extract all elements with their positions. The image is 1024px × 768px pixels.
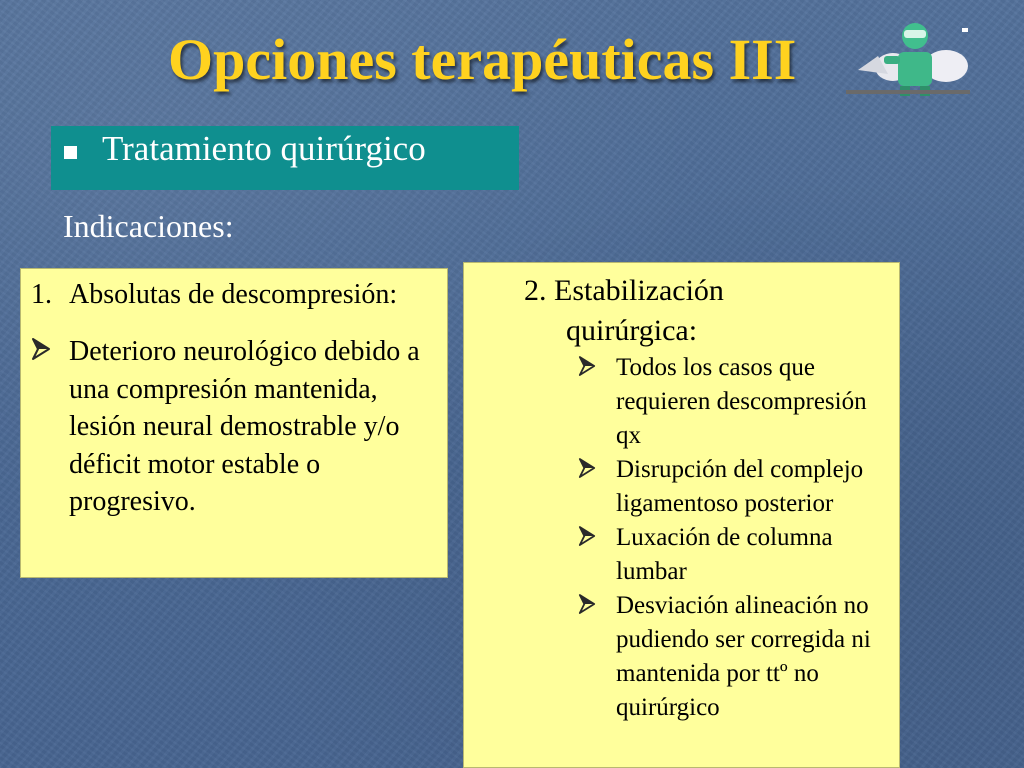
surgeon-clipart bbox=[838, 12, 978, 102]
list-item-text: Disrupción del complejo ligamentoso posterior bbox=[616, 456, 864, 517]
list-item-text: Luxación de columna lumbar bbox=[616, 524, 833, 585]
arrowhead-bullet-icon bbox=[578, 525, 596, 547]
section-header-text: Tratamiento quirúrgico bbox=[102, 129, 426, 168]
list-item bbox=[31, 333, 441, 521]
stabilization-list bbox=[576, 351, 892, 725]
heading-text: Absolutas de descompresión: bbox=[69, 279, 398, 310]
arrowhead-bullet-icon bbox=[31, 337, 51, 361]
heading-line-2: quirúrgica: bbox=[566, 314, 698, 347]
arrowhead-bullet-icon bbox=[578, 355, 596, 377]
arrowhead-bullet-icon bbox=[578, 457, 596, 479]
list-number: 1. bbox=[31, 279, 52, 310]
list-item bbox=[576, 351, 892, 453]
heading-line-1: 2. Estabilización bbox=[524, 274, 724, 307]
list-item-text: Todos los casos que requieren descompresión qx bbox=[616, 354, 867, 449]
list-item bbox=[576, 521, 892, 589]
arrowhead-bullet-icon bbox=[578, 593, 596, 615]
slide-title: Opciones terapéuticas III bbox=[168, 27, 797, 92]
absolute-indications-box bbox=[20, 268, 448, 578]
stabilization-box bbox=[463, 262, 900, 768]
list-item bbox=[576, 589, 892, 725]
indications-label: Indicaciones: bbox=[63, 208, 234, 244]
list-item bbox=[576, 453, 892, 521]
list-item-text: Desviación alineación no pudiendo ser corregida ni mantenida por ttº no quirúrgico bbox=[616, 592, 871, 721]
square-bullet-icon bbox=[64, 146, 77, 159]
stabilization-heading bbox=[524, 271, 724, 351]
absolute-indications-heading bbox=[31, 277, 397, 313]
list-item-text: Deterioro neurológico debido a una compresión mantenida, lesión neural demostrable y/o déficit motor estable o progresivo. bbox=[69, 336, 420, 517]
